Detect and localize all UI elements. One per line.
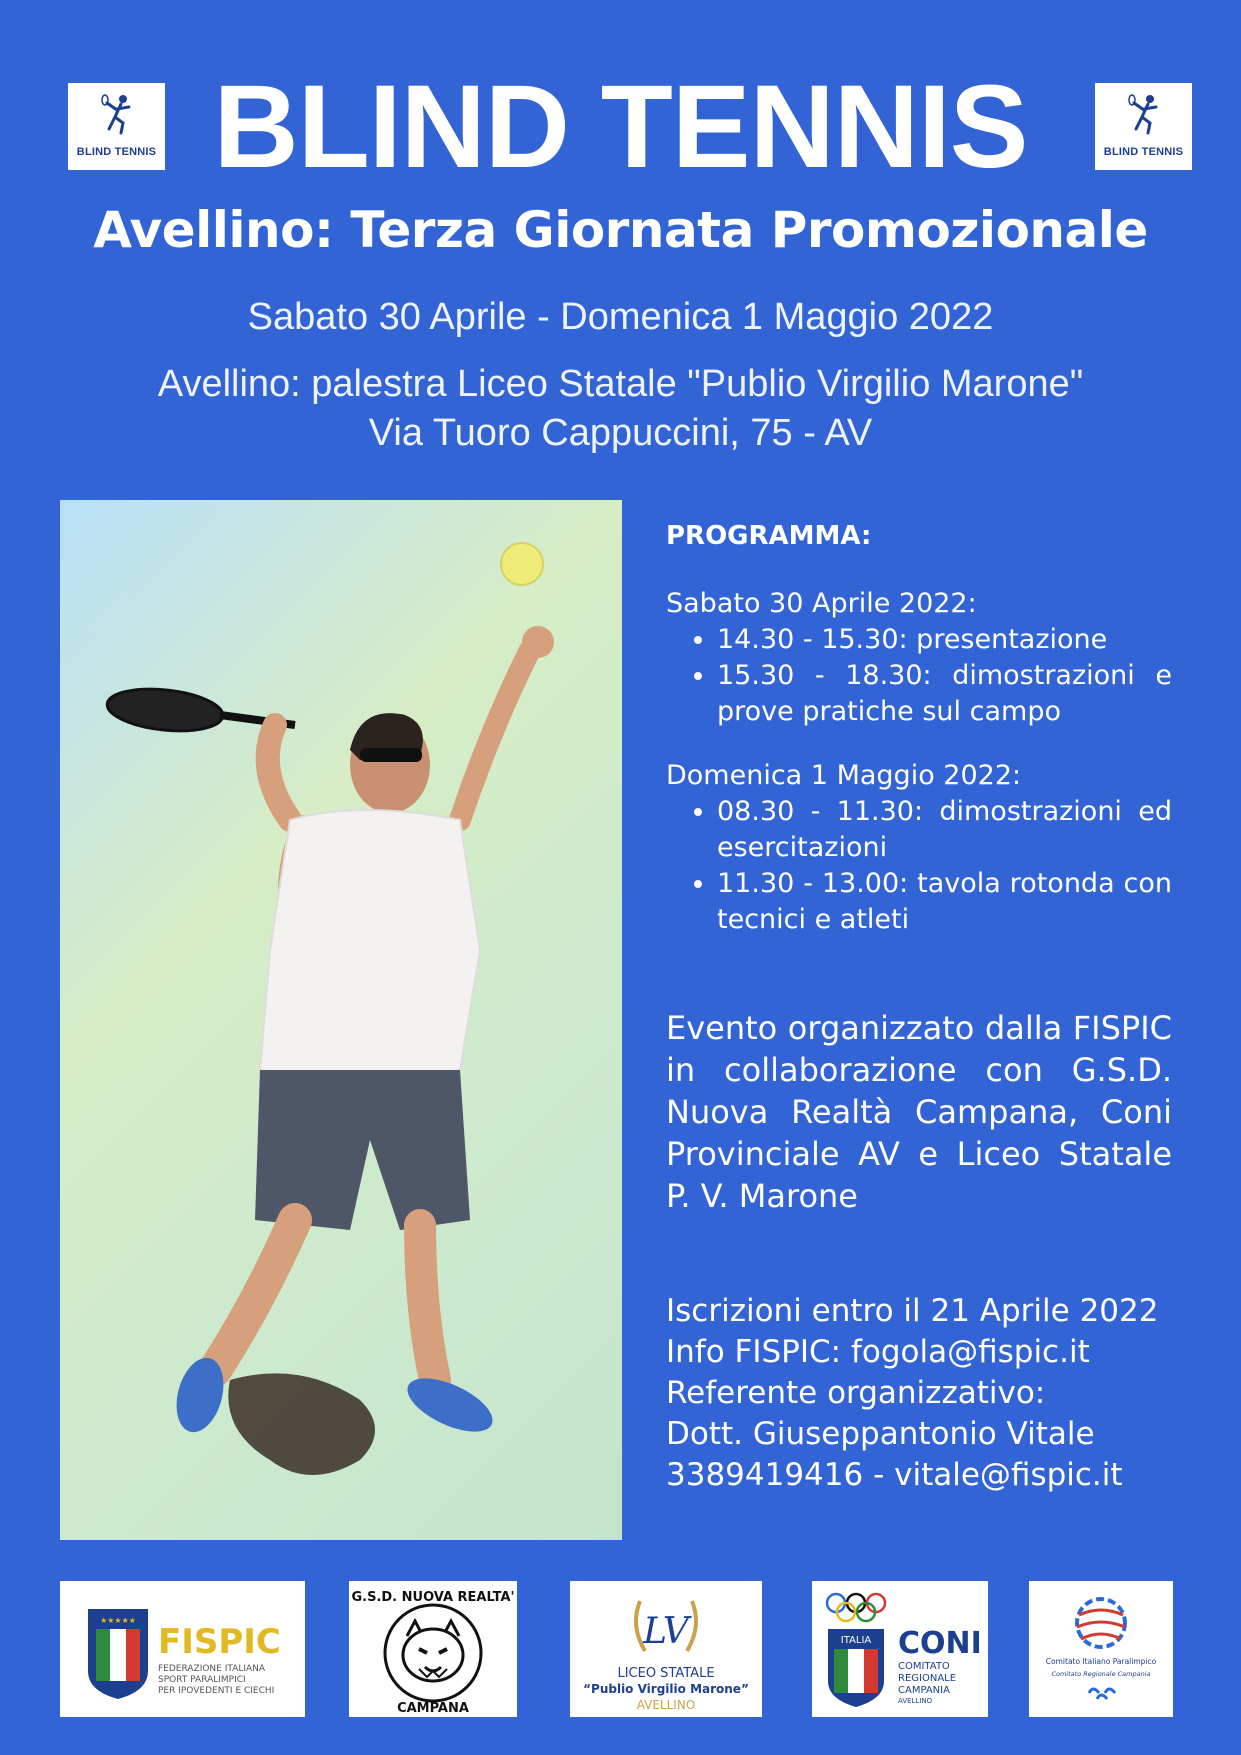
- cip-line-2: Comitato Regionale Campania: [1051, 1670, 1151, 1678]
- gsd-bottom-text: CAMPANA: [397, 1701, 469, 1716]
- venue-line-1: Avellino: palestra Liceo Statale "Publio Virgilio Marone": [157, 363, 1084, 405]
- day-label: Domenica 1 Maggio 2022:: [666, 760, 1022, 791]
- laurel-monogram-icon: [570, 1581, 762, 1717]
- liceo-monogram: LV: [643, 1611, 689, 1652]
- liceo-line-2: “Publio Virgilio Marone”: [583, 1682, 749, 1696]
- liceo-line-3: AVELLINO: [636, 1698, 696, 1712]
- referent-label: Referente organizzativo:: [666, 1375, 1046, 1411]
- programma-heading: PROGRAMMA:: [666, 521, 872, 551]
- fispic-name: FISPIC: [158, 1622, 281, 1662]
- panther-icon: [349, 1581, 517, 1717]
- coni-sub-3: CAMPANIA: [898, 1685, 950, 1696]
- cip-logo: [1029, 1581, 1173, 1717]
- liceo-marone-logo: [570, 1581, 762, 1717]
- page-title: BLIND TENNIS: [213, 61, 1028, 193]
- programma-section: [666, 514, 1172, 1496]
- fispic-logo: [60, 1581, 305, 1717]
- fispic-sub-2: SPORT PARALIMPICI: [158, 1675, 246, 1685]
- list-item: • 08.30 - 11.30: dimostrazioni ed esercitazioni: [717, 794, 1172, 866]
- list-item: • 14.30 - 15.30: presentazione: [717, 622, 1172, 658]
- info-email: Info FISPIC: fogola@fispic.it: [666, 1334, 1090, 1370]
- coni-logo: [812, 1581, 988, 1717]
- referent-contact: 3389419416 - vitale@fispic.it: [666, 1457, 1123, 1493]
- player-photo: [60, 500, 622, 1540]
- organizer-text: Evento organizzato dalla FISPIC in collaborazione con G.S.D. Nuova Realtà Campana, Coni Provinciale AV e Liceo Statale P. V. Marone: [666, 1009, 1172, 1215]
- day-label: Sabato 30 Aprile 2022:: [666, 588, 977, 619]
- schedule-list: [666, 794, 1172, 938]
- paralympic-globe-icon: [1029, 1581, 1173, 1717]
- coni-sub-2: REGIONALE: [898, 1673, 957, 1684]
- page-subtitle: Avellino: Terza Giornata Promozionale: [93, 201, 1148, 259]
- gsd-top-text: G.S.D. NUOVA REALTA': [351, 1590, 515, 1605]
- list-item: • 11.30 - 13.00: tavola rotonda con tecnici e atleti: [717, 866, 1172, 938]
- coni-badge-text: ITALIA: [840, 1635, 872, 1646]
- venue-line-2: Via Tuoro Cappuccini, 75 - AV: [368, 412, 873, 454]
- registration-deadline: Iscrizioni entro il 21 Aprile 2022: [666, 1293, 1159, 1329]
- referent-name: Dott. Giuseppantonio Vitale: [666, 1416, 1095, 1452]
- logo-caption: BLIND TENNIS: [1103, 146, 1184, 158]
- fispic-sub-1: FEDERAZIONE ITALIANA: [158, 1664, 266, 1674]
- list-item: • 15.30 - 18.30: dimostrazioni e prove pratiche sul campo: [717, 658, 1172, 730]
- fispic-sub-3: PER IPOVEDENTI E CIECHI: [158, 1686, 275, 1696]
- liceo-line-1: LICEO STATALE: [617, 1666, 715, 1681]
- coni-sub-1: COMITATO: [898, 1661, 950, 1672]
- coni-name: CONI: [898, 1626, 982, 1661]
- event-dates: Sabato 30 Aprile - Domenica 1 Maggio 2022: [247, 296, 994, 338]
- tennis-player-illustration: [60, 500, 622, 1540]
- olympic-rings-icon: [812, 1581, 988, 1717]
- coni-sub-4: AVELLINO: [898, 1697, 933, 1705]
- fispic-shield-icon: [60, 1581, 305, 1717]
- svg-text:★★★★★: ★★★★★: [100, 1616, 136, 1625]
- logo-caption: BLIND TENNIS: [76, 146, 157, 158]
- contact-info: [666, 1291, 1172, 1496]
- cip-line-1: Comitato Italiano Paralimpico: [1045, 1657, 1157, 1666]
- gsd-nuova-realta-logo: [349, 1581, 517, 1717]
- schedule-list: [666, 622, 1172, 730]
